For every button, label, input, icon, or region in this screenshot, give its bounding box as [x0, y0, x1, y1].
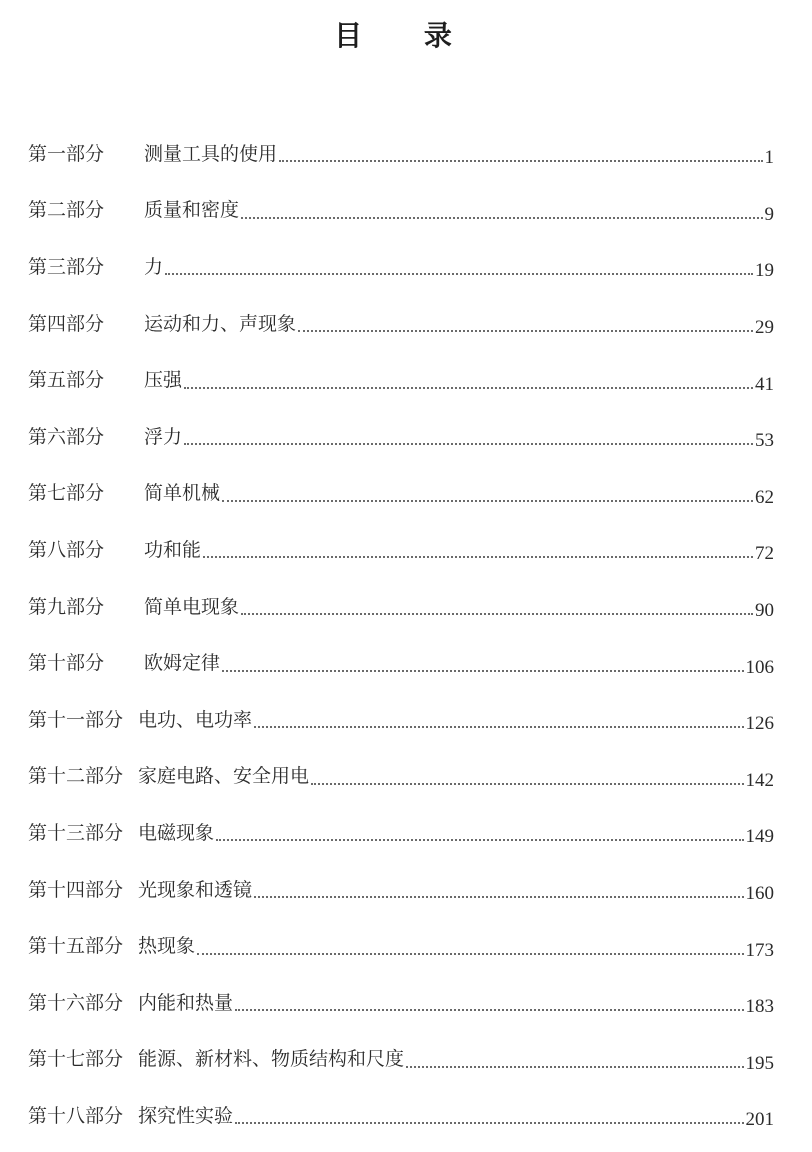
- dot-leader: [254, 896, 743, 898]
- toc-entry-title: 内能和热量: [138, 991, 234, 1014]
- toc-entry[interactable]: [28, 973, 774, 1030]
- dot-leader: [165, 273, 753, 275]
- toc-page-number: 173: [745, 939, 774, 961]
- dot-leader: [406, 1066, 743, 1068]
- toc-part-label: 第十三部分: [28, 821, 124, 844]
- toc-entry[interactable]: [28, 690, 774, 747]
- toc-part-label: 第十七部分: [28, 1048, 124, 1071]
- toc-entry[interactable]: [28, 747, 774, 804]
- page-title: 目 录: [334, 19, 478, 52]
- dot-leader: [235, 1122, 743, 1124]
- toc-page-number: 9: [764, 203, 774, 225]
- toc-page-number: 160: [745, 883, 774, 905]
- toc-page-number: 195: [745, 1052, 774, 1074]
- toc-page-number: 142: [745, 769, 774, 791]
- toc-entry-title: 家庭电路、安全用电: [138, 765, 310, 788]
- toc-entry[interactable]: [28, 860, 774, 917]
- dot-leader: [216, 839, 743, 841]
- dot-leader: [254, 726, 743, 728]
- toc-entry-title: 简单机械: [144, 482, 221, 505]
- toc-entry[interactable]: [28, 124, 774, 181]
- toc-entry-title: 浮力: [144, 425, 183, 448]
- toc-entry[interactable]: [28, 916, 774, 973]
- toc-part-label: 第十一部分: [28, 708, 124, 731]
- toc-entry-title: 简单电现象: [144, 595, 240, 618]
- toc-part-label: 第三部分: [28, 255, 105, 278]
- toc-entry[interactable]: [28, 1030, 774, 1087]
- toc-entry-title: 测量工具的使用: [144, 142, 278, 165]
- toc-part-label: 第十二部分: [28, 765, 124, 788]
- toc-part-label: 第六部分: [28, 425, 105, 448]
- toc-page-number: 29: [755, 317, 774, 339]
- toc-part-label: 第十五部分: [28, 935, 124, 958]
- toc-entry[interactable]: [28, 633, 774, 690]
- toc-part-label: 第一部分: [28, 142, 105, 165]
- toc-entry-title: 探究性实验: [138, 1104, 234, 1127]
- toc-entry-title: 电磁现象: [138, 821, 215, 844]
- toc-entry[interactable]: [28, 577, 774, 634]
- toc-entry-title: 功和能: [144, 538, 202, 561]
- toc-entry-title: 热现象: [138, 935, 196, 958]
- toc-page-number: 62: [755, 486, 774, 508]
- dot-leader: [241, 613, 753, 615]
- toc-entry[interactable]: [28, 520, 774, 577]
- dot-leader: [279, 160, 762, 162]
- toc-part-label: 第十四部分: [28, 878, 124, 901]
- toc-part-label: 第二部分: [28, 199, 105, 222]
- dot-leader: [203, 556, 753, 558]
- dot-leader: [298, 330, 753, 332]
- toc-part-label: 第五部分: [28, 369, 105, 392]
- toc-page-number: 183: [745, 996, 774, 1018]
- toc-part-label: 第十六部分: [28, 991, 124, 1014]
- toc-part-label: 第九部分: [28, 595, 105, 618]
- toc-entry-title: 光现象和透镜: [138, 878, 253, 901]
- dot-leader: [241, 217, 762, 219]
- toc-entry-title: 电功、电功率: [138, 708, 253, 731]
- toc-entry-title: 能源、新材料、物质结构和尺度: [138, 1048, 405, 1071]
- dot-leader: [235, 1009, 743, 1011]
- dot-leader: [222, 670, 743, 672]
- toc-entry-title: 压强: [144, 369, 183, 392]
- dot-leader: [311, 783, 743, 785]
- toc-part-label: 第十部分: [28, 652, 105, 675]
- toc-entry[interactable]: [28, 464, 774, 521]
- toc-entry[interactable]: [28, 350, 774, 407]
- toc-part-label: 第十八部分: [28, 1104, 124, 1127]
- dot-leader: [184, 443, 753, 445]
- toc-entry[interactable]: [28, 803, 774, 860]
- toc-entry-title: 质量和密度: [144, 199, 240, 222]
- toc-page-number: 149: [745, 826, 774, 848]
- table-of-contents: [28, 124, 774, 1143]
- toc-page-number: 1: [764, 147, 774, 169]
- toc-entry[interactable]: [28, 294, 774, 351]
- toc-page-number: 126: [745, 713, 774, 735]
- toc-part-label: 第八部分: [28, 538, 105, 561]
- toc-entry-title: 力: [144, 255, 164, 278]
- toc-entry[interactable]: [28, 181, 774, 238]
- dot-leader: [222, 500, 753, 502]
- toc-entry[interactable]: [28, 407, 774, 464]
- dot-leader: [184, 387, 753, 389]
- toc-entry-title: 运动和力、声现象: [144, 312, 297, 335]
- toc-entry[interactable]: [28, 237, 774, 294]
- toc-page-number: 72: [755, 543, 774, 565]
- toc-entry-title: 欧姆定律: [144, 652, 221, 675]
- toc-page-number: 90: [755, 600, 774, 622]
- toc-part-label: 第四部分: [28, 312, 105, 335]
- toc-page-number: 19: [755, 260, 774, 282]
- toc-page-number: 41: [755, 373, 774, 395]
- toc-part-label: 第七部分: [28, 482, 105, 505]
- toc-page-number: 53: [755, 430, 774, 452]
- dot-leader: [197, 953, 743, 955]
- toc-page-number: 106: [745, 656, 774, 678]
- toc-entry[interactable]: [28, 1086, 774, 1143]
- toc-page-number: 201: [745, 1109, 774, 1131]
